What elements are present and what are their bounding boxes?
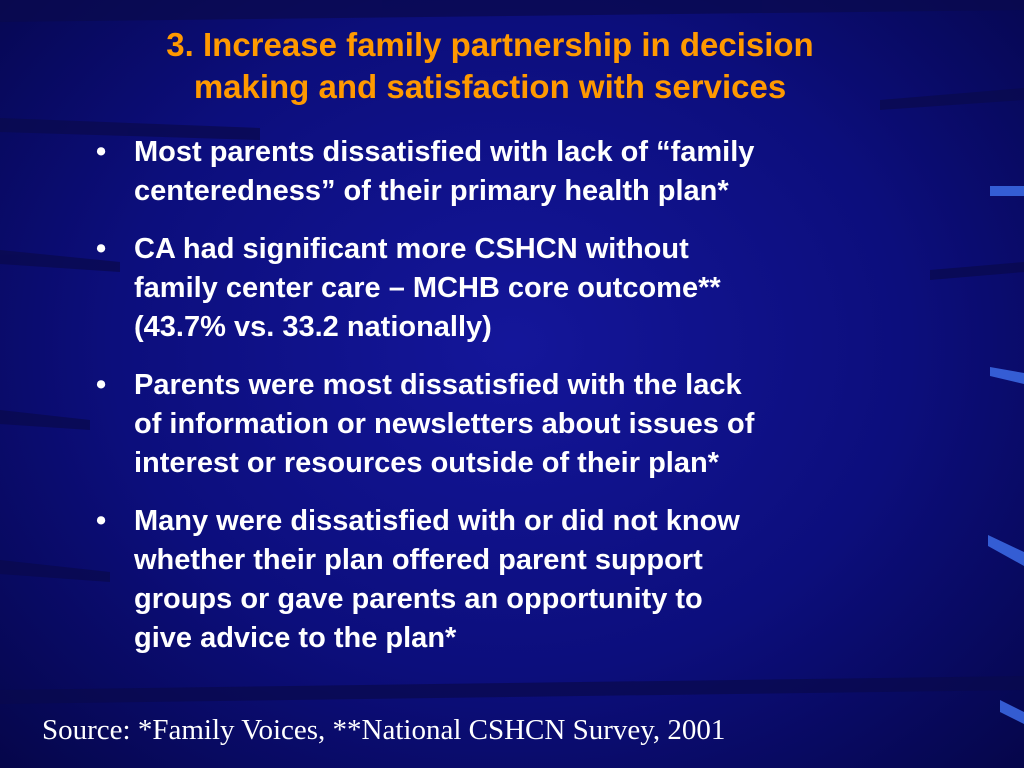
bullet-line: groups or gave parents an opportunity to [134, 583, 703, 615]
bullet-item [96, 133, 936, 211]
bullet-text [134, 502, 936, 658]
bullet-marker: • [96, 233, 107, 265]
bullet-line: of information or newsletters about issues of [134, 408, 755, 440]
bullet-line: give advice to the plan* [134, 622, 457, 654]
bullet-item [96, 366, 936, 483]
title-line: 3. Increase family partnership in decision [166, 26, 814, 63]
bullet-line: Parents were most dissatisfied with the lack [134, 369, 742, 401]
bullet-list [96, 133, 936, 677]
bullet-marker: • [96, 505, 107, 537]
bullet-line: Most parents dissatisfied with lack of “family [134, 136, 755, 168]
bullet-text [134, 230, 936, 347]
bullet-marker: • [96, 369, 107, 401]
bullet-item [96, 230, 936, 347]
bullet-line: (43.7% vs. 33.2 nationally) [134, 311, 492, 343]
bullet-line: Many were dissatisfied with or did not know [134, 505, 740, 537]
bullet-line: family center care – MCHB core outcome** [134, 272, 721, 304]
source-citation: Source: *Family Voices, **National CSHCN Survey, 2001 [42, 714, 726, 746]
bullet-line: CA had significant more CSHCN without [134, 233, 689, 265]
bullet-marker: • [96, 136, 107, 168]
bullet-text [134, 366, 936, 483]
bullet-line: whether their plan offered parent support [134, 544, 703, 576]
bullet-text [134, 133, 936, 211]
bullet-line: interest or resources outside of their plan* [134, 447, 719, 479]
bullet-item [96, 502, 936, 658]
bullet-line: centeredness” of their primary health plan* [134, 175, 729, 207]
title-line: making and satisfaction with services [193, 68, 787, 105]
slide-title [70, 24, 910, 108]
